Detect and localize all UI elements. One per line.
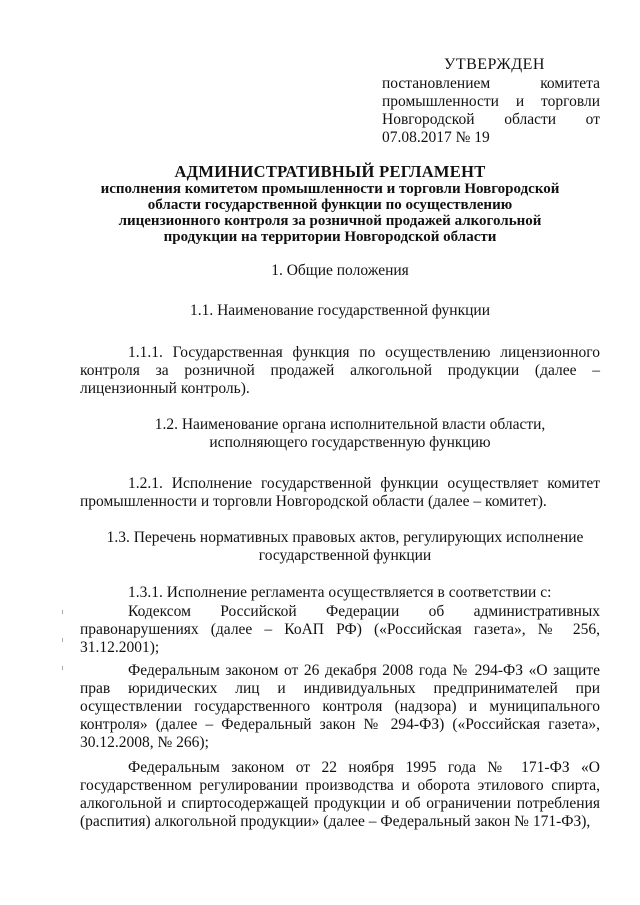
section-heading-1-3: 1.3. Перечень нормативных правовых актов, регулирующих исполнение государственной функции [106, 529, 584, 564]
approval-title: УТВЕРЖДЕН [444, 56, 545, 73]
paragraph-1-3-1: 1.3.1. Исполнение регламента осуществляется в соответствии с: [128, 584, 552, 601]
section-heading-1-1: 1.1. Наименование государственной функции [189, 302, 491, 319]
paragraph-law-171fz: Федеральным законом от 22 ноября 1995 года № 171-ФЗ «О государственном регулировании производства и оборота этилового спирта, алкогольной и спиртосодержащей продукции и об ограничении потребления (распития) алкогольной продукции» (далее – Федеральный закон № 171-ФЗ), [80, 759, 600, 830]
paragraph-1-1-1: 1.1.1. Государственная функция по осуществлению лицензионного контроля за розничной продажей алкогольной продукции (далее – лицензионный контроль). [80, 344, 600, 397]
paragraph-law-294fz: Федеральным законом от 26 декабря 2008 года № 294-ФЗ «О защите прав юридических лиц и индивидуальных предпринимателей при осуществлении государственного контроля (надзора) и муниципального контроля» (далее – Федеральный закон № 294-ФЗ) («Российская газета», 30.12.2008, № 266); [80, 662, 600, 751]
document-subtitle: исполнения комитетом промышленности и торговли Новгородской области государственной функции по осуществлению лицензионного контроля за розничной продажей алкогольной продукции на территории Новгородской области [100, 181, 560, 245]
margin-mark [62, 638, 63, 642]
approval-stamp [382, 55, 600, 147]
section-heading-general: 1. Общие положения [271, 262, 409, 279]
approval-body: постановлением комитета промышленности и торговли Новгородской области от 07.08.2017 № 19 [382, 75, 600, 146]
margin-mark [62, 666, 63, 670]
section-heading-1-2: 1.2. Наименование органа исполнительной власти области, исполняющего государственную функцию [154, 416, 546, 451]
margin-mark [62, 610, 63, 614]
paragraph-law-koap: Кодексом Российской Федерации об административных правонарушениях (далее – КоАП РФ) («Российская газета», № 256, 31.12.2001); [80, 603, 600, 656]
margin-marks [62, 610, 66, 694]
document-heading [95, 162, 565, 245]
paragraph-1-2-1: 1.2.1. Исполнение государственной функции осуществляет комитет промышленности и торговли Новгородской области (далее – комитет). [80, 475, 600, 510]
document-title: АДМИНИСТРАТИВНЫЙ РЕГЛАМЕНТ [174, 162, 486, 181]
